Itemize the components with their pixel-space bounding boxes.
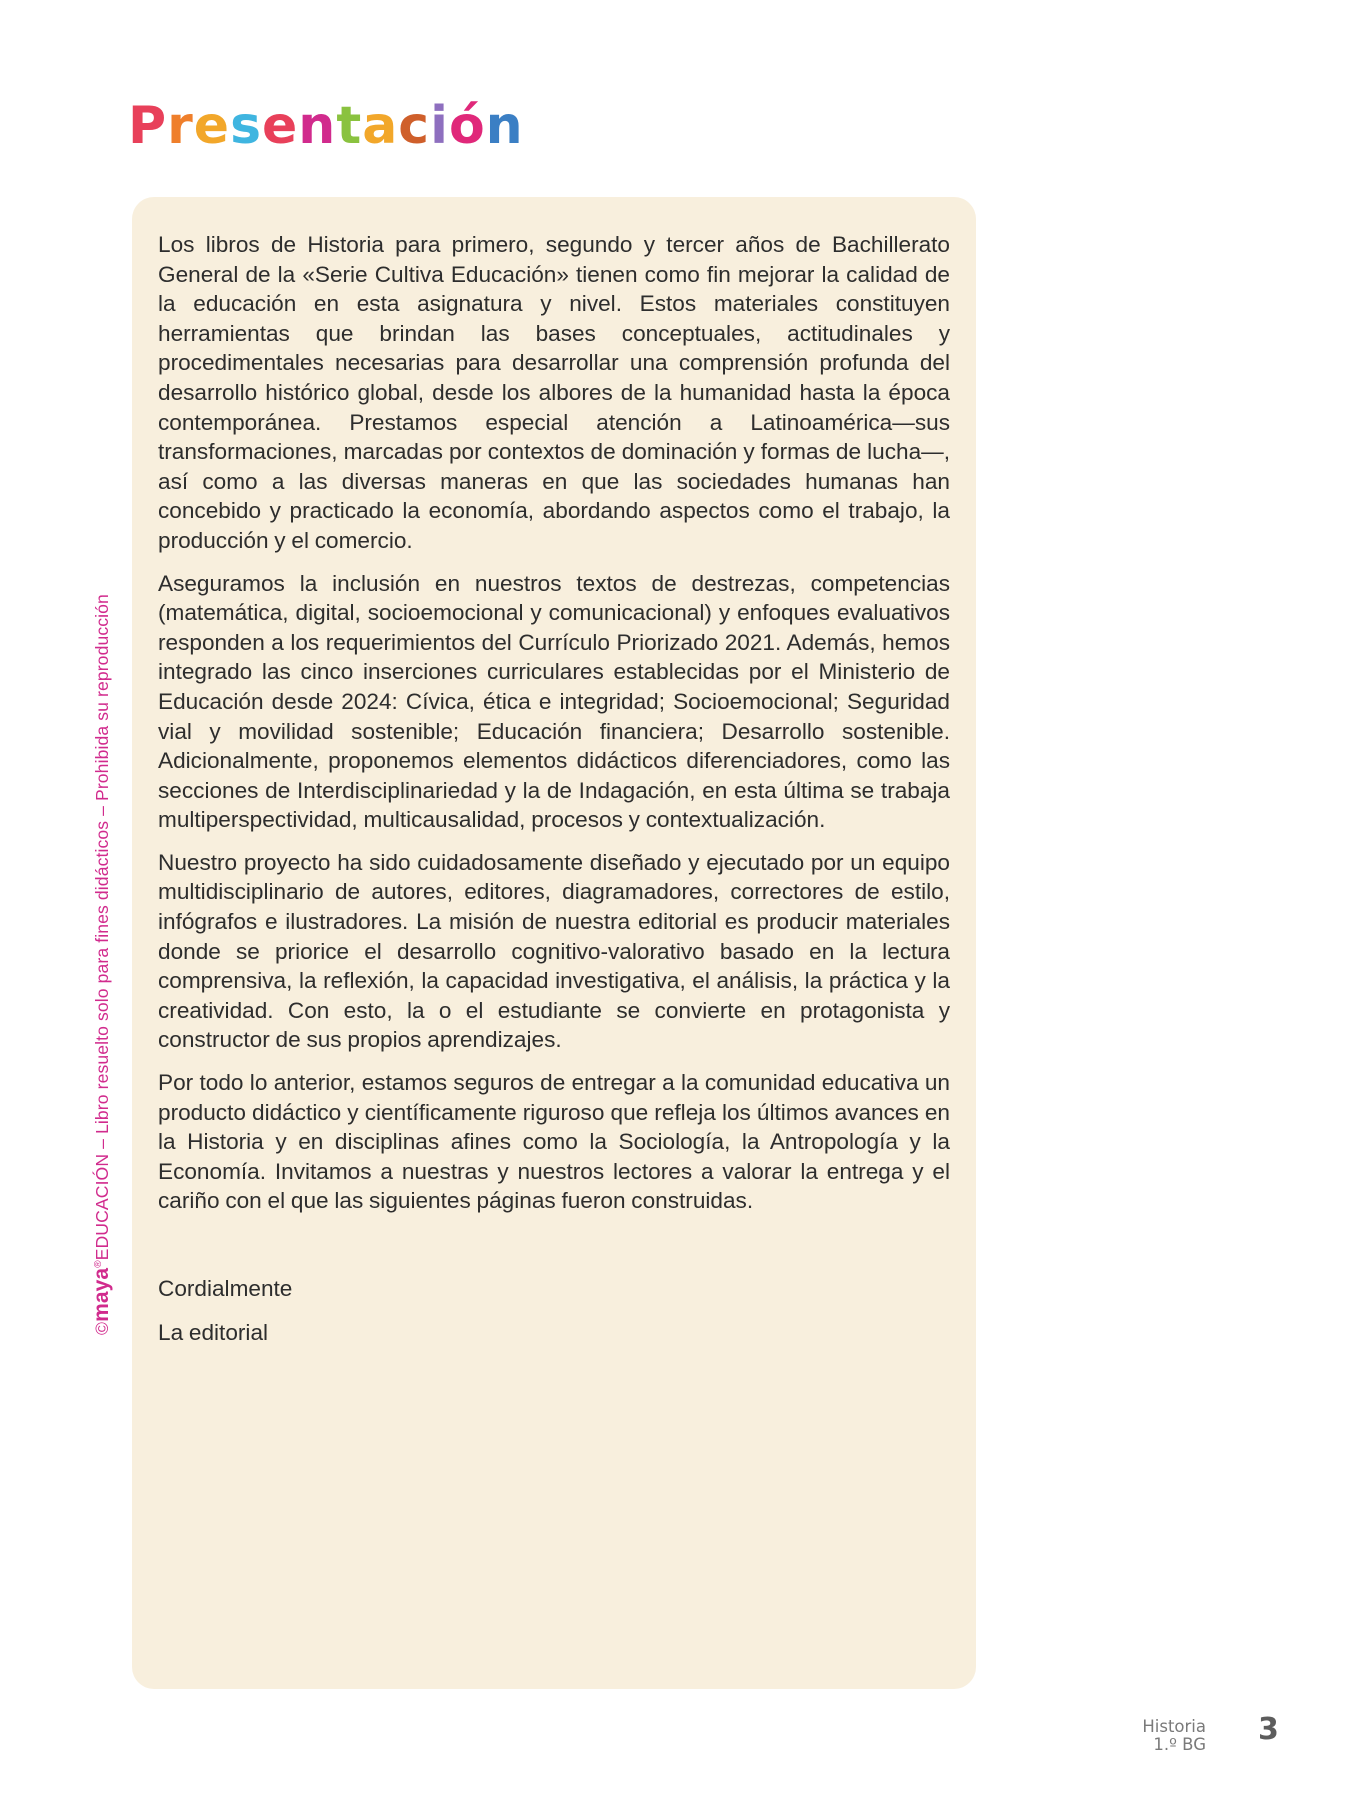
registered-mark: ® (93, 1260, 105, 1268)
title-letter: i (430, 96, 449, 156)
footer-subject-name: Historia (1142, 1717, 1206, 1736)
body-paragraph-1: Los libros de Historia para primero, segundo y tercer años de Bachillerato General de la «Serie Cultiva Educación» tienen como fin mejorar la calidad de la educación en esta asignatura y nivel. Estos materiales constituyen herramientas que brindan las bases conceptuales, actitudinales y procedimentales necesarias para desarrollar una comprensión profunda del desarrollo histórico global, desde los albores de la humanidad hasta la época contemporánea. Prestamos especial atención a Latinoamérica—sus transformaciones, marcadas por contextos de dominación y formas de lucha—, así como a las diversas maneras en que las sociedades humanas han concebido y practicado la economía, abordando aspectos como el trabajo, la producción y el comercio. (158, 232, 950, 553)
copyright-notice (90, 594, 114, 1335)
page-title (128, 96, 524, 156)
copyright-text: EDUCACIÓN – Libro resuelto solo para fines didácticos – Prohibida su reproducción (92, 594, 112, 1261)
signature: La editorial (158, 1319, 269, 1345)
presentation-panel (132, 197, 976, 1689)
closing-block (158, 1274, 950, 1347)
body-paragraph-4: Por todo lo anterior, estamos seguros de entregar a la comunidad educativa un producto didáctico y científicamente riguroso que refleja los últimos avances en la Historia y en disciplinas afines como la Sociología, la Antropología y la Economía. Invitamos a nuestras y nuestros lectores a valorar la entrega y el cariño con el que las siguientes páginas fueron construidas. (158, 1070, 950, 1214)
page-number: 3 (1258, 1712, 1279, 1747)
title-letter: r (167, 96, 194, 156)
title-letter: s (230, 96, 263, 156)
title-letter: a (362, 96, 399, 156)
body-paragraph-2: Aseguramos la inclusión en nuestros textos de destrezas, competencias (matemática, digital, socioemocional y comunicacional) y enfoques evaluativos responden a los requerimientos del Currículo Priorizado 2021. Además, hemos integrado las cinco inserciones curriculares establecidas por el Ministerio de Educación desde 2024: Cívica, ética e integridad; Socioemocional; Seguridad vial y movilidad sostenible; Educación financiera; Desarrollo sostenible. Adicionalmente, proponemos elementos didácticos diferenciadores, como las secciones de Interdisciplinariedad y la de Indagación, en esta última se trabaja multiperspectividad, multicausalidad, procesos y contextualización. (158, 570, 950, 833)
title-letter: P (128, 96, 168, 156)
body-paragraph-3: Nuestro proyecto ha sido cuidadosamente diseñado y ejecutado por un equipo multidisciplinario de autores, editores, diagramadores, correctores de estilo, infógrafos e ilustradores. La misión de nuestra editorial es producir materiales donde se priorice el desarrollo cognitivo-valorativo basado en la lectura comprensiva, la reflexión, la capacidad investigativa, el análisis, la práctica y la creatividad. Con esto, la o el estudiante se convierte en protagonista y constructor de sus propios aprendizajes. (158, 849, 950, 1053)
title-letter: c (398, 96, 431, 156)
brand-logo: maya (90, 1267, 113, 1322)
title-letter: e (262, 96, 299, 156)
copyright-symbol: © (92, 1321, 112, 1335)
footer-subject (1142, 1718, 1206, 1754)
closing-salutation: Cordialmente (158, 1276, 293, 1301)
title-letter: e (193, 96, 231, 156)
title-letter: ó (448, 96, 486, 156)
footer-grade: 1.º BG (1153, 1735, 1206, 1754)
title-letter: n (298, 96, 337, 156)
title-letter: t (336, 96, 363, 156)
title-letter: n (485, 96, 524, 156)
